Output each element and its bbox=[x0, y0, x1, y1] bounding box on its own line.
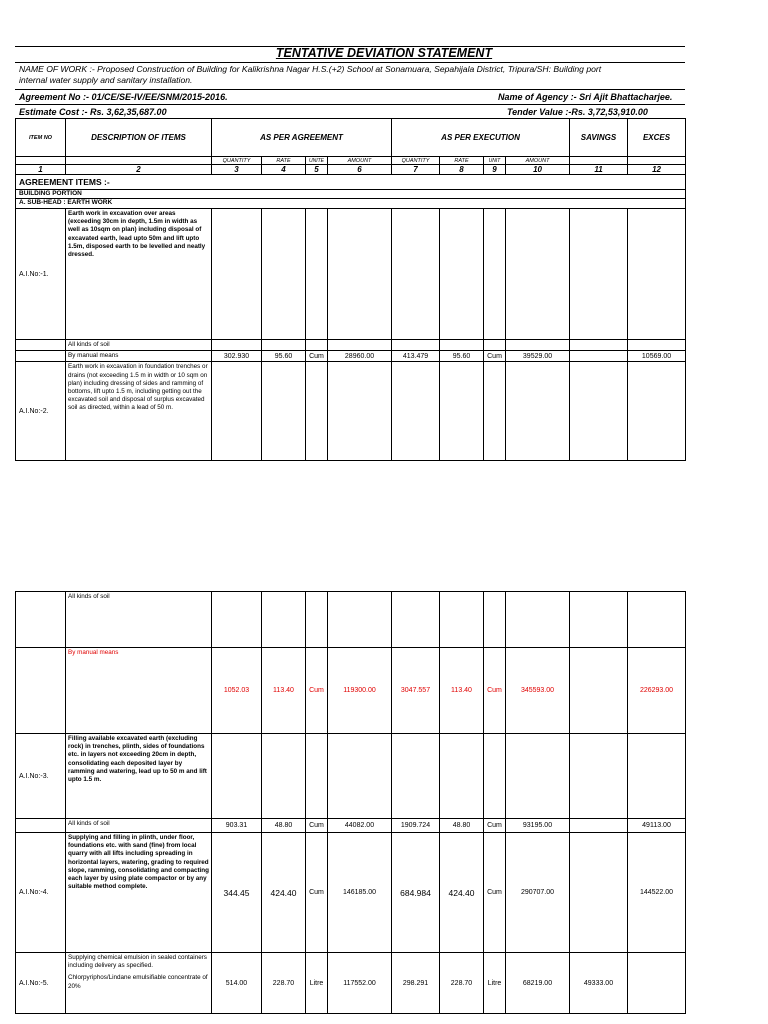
col-description: DESCRIPTION OF ITEMS bbox=[66, 119, 212, 157]
value-cell: 424.40 bbox=[440, 833, 484, 953]
value-cell: 3047.557 bbox=[392, 648, 440, 734]
subcol-rate-e: RATE bbox=[440, 157, 484, 165]
col-exces: EXCES bbox=[628, 119, 686, 157]
value-cell: Cum bbox=[484, 819, 506, 833]
col-number: 6 bbox=[328, 165, 392, 175]
value-cell: Cum bbox=[306, 833, 328, 953]
col-number: 12 bbox=[628, 165, 686, 175]
item-description: Supplying and filling in plinth, under floor, foundations etc. with sand (fine) from local quarry with all lifts including spreading in horizontal layers, watering, grading to required slope, ramming, consolidating and compacting each layer by using plate compactor or by any suitable method complete. bbox=[66, 833, 212, 953]
value-cell: Cum bbox=[306, 351, 328, 362]
col-item-no: ITEM NO bbox=[16, 119, 66, 157]
estimate-cost: Estimate Cost :- Rs. 3,62,35,687.00 bbox=[19, 107, 167, 117]
subcol-quantity-a: QUANTITY bbox=[212, 157, 262, 165]
item-description: Earth work in excavation in foundation trenches or drains (not exceeding 1.5 m in width or 10 sqm on plan) including dressing of sides and ramming of bottoms, lift upto 1.5 m, including getting out the excavated soil and disposal of surplus excavated soil as directed, within a lead of 50 m. bbox=[66, 362, 212, 461]
title-rule bbox=[15, 62, 685, 63]
col-number: 8 bbox=[440, 165, 484, 175]
value-cell: 49113.00 bbox=[628, 819, 686, 833]
item-sub-description: By manual means bbox=[66, 648, 212, 734]
value-cell: 228.70 bbox=[262, 953, 306, 1014]
value-cell: 68219.00 bbox=[506, 953, 570, 1014]
deviation-table-page1 bbox=[15, 118, 686, 461]
value-cell: 44082.00 bbox=[328, 819, 392, 833]
value-cell: 413.479 bbox=[392, 351, 440, 362]
value-cell: Cum bbox=[484, 833, 506, 953]
subcol-unit-a: UNITE bbox=[306, 157, 328, 165]
agreement-rule bbox=[15, 104, 685, 105]
col-savings: SAVINGS bbox=[570, 119, 628, 157]
item-sub-description: All kinds of soil bbox=[66, 340, 212, 351]
value-cell: 93195.00 bbox=[506, 819, 570, 833]
value-cell: 290707.00 bbox=[506, 833, 570, 953]
agency-name: Name of Agency :- Sri Ajit Bhattacharjee. bbox=[498, 92, 673, 102]
item-description bbox=[66, 953, 212, 1014]
section-agreement-items: AGREEMENT ITEMS :- bbox=[16, 175, 686, 190]
value-cell: 302.930 bbox=[212, 351, 262, 362]
value-cell bbox=[570, 351, 628, 362]
value-cell: 345593.00 bbox=[506, 648, 570, 734]
value-cell: 344.45 bbox=[212, 833, 262, 953]
item-number: A.I.No:-2. bbox=[16, 362, 66, 461]
col-number: 9 bbox=[484, 165, 506, 175]
value-cell: 95.60 bbox=[440, 351, 484, 362]
value-cell: 144522.00 bbox=[628, 833, 686, 953]
col-number: 7 bbox=[392, 165, 440, 175]
value-cell: 119300.00 bbox=[328, 648, 392, 734]
value-cell: 39529.00 bbox=[506, 351, 570, 362]
value-cell: 226293.00 bbox=[628, 648, 686, 734]
value-cell: 298.291 bbox=[392, 953, 440, 1014]
value-cell bbox=[570, 648, 628, 734]
value-cell: Cum bbox=[484, 351, 506, 362]
value-cell: 113.40 bbox=[440, 648, 484, 734]
item-number: A.I.No:-4. bbox=[16, 833, 66, 953]
value-cell bbox=[628, 953, 686, 1014]
col-as-per-agreement: AS PER AGREEMENT bbox=[212, 119, 392, 157]
subcol-unit-e: UNIT bbox=[484, 157, 506, 165]
section-sub-head: A. SUB-HEAD : EARTH WORK bbox=[16, 199, 686, 209]
value-cell: 684.984 bbox=[392, 833, 440, 953]
col-number: 10 bbox=[506, 165, 570, 175]
section-building-portion: BUILDING PORTION bbox=[16, 190, 686, 199]
col-number: 11 bbox=[570, 165, 628, 175]
subcol-amount-a: AMOUNT bbox=[328, 157, 392, 165]
value-cell: 228.70 bbox=[440, 953, 484, 1014]
value-cell: Cum bbox=[484, 648, 506, 734]
value-cell: 514.00 bbox=[212, 953, 262, 1014]
page-title: TENTATIVE DEVIATION STATEMENT bbox=[275, 46, 493, 60]
value-cell bbox=[570, 819, 628, 833]
col-number: 1 bbox=[16, 165, 66, 175]
col-as-per-execution: AS PER EXECUTION bbox=[392, 119, 570, 157]
item-number: A.I.No:-1. bbox=[16, 209, 66, 340]
value-cell: 49333.00 bbox=[570, 953, 628, 1014]
item-description: Filling available excavated earth (excluding rock) in trenches, plinth, sides of foundations etc. in layers not exceeding 20cm in depth, consolidating each deposited layer by ramming and watering, lead up to 50 m and lift upto 1.5 m. bbox=[66, 734, 212, 819]
agreement-no: Agreement No :- 01/CE/SE-IV/EE/SNM/2015-2016. bbox=[19, 92, 228, 102]
col-number: 3 bbox=[212, 165, 262, 175]
item-number: A.I.No:-5. bbox=[16, 953, 66, 1014]
value-cell: Cum bbox=[306, 819, 328, 833]
value-cell: 48.80 bbox=[262, 819, 306, 833]
item-sub-description: All kinds of soil bbox=[66, 819, 212, 833]
item-description-line: Chlorpyriphos/Lindane emulsifiable concentrate of 20% bbox=[68, 974, 208, 990]
col-number: 2 bbox=[66, 165, 212, 175]
subcol-amount-e: AMOUNT bbox=[506, 157, 570, 165]
value-cell: 113.40 bbox=[262, 648, 306, 734]
value-cell: 48.80 bbox=[440, 819, 484, 833]
value-cell: Cum bbox=[306, 648, 328, 734]
item-description-line: Supplying chemical emulsion in sealed containers including delivery as specified. bbox=[68, 954, 207, 970]
col-number: 4 bbox=[262, 165, 306, 175]
subcol-rate-a: RATE bbox=[262, 157, 306, 165]
value-cell: Litre bbox=[306, 953, 328, 1014]
value-cell: 1909.724 bbox=[392, 819, 440, 833]
item-sub-description: All kinds of soil bbox=[66, 592, 212, 648]
subcol-quantity-e: QUANTITY bbox=[392, 157, 440, 165]
item-number: A.I.No:-3. bbox=[16, 734, 66, 819]
item-description: Earth work in excavation over areas (exceeding 30cm in depth, 1.5m in width as well as 10sqm on plan) including disposal of excavated earth, lead upto 50m and lift upto 1.5m, disposed earth to be levelled and neatly dressed. bbox=[66, 209, 212, 340]
deviation-table-page2 bbox=[15, 591, 686, 1014]
value-cell: 903.31 bbox=[212, 819, 262, 833]
value-cell: 28960.00 bbox=[328, 351, 392, 362]
value-cell: 117552.00 bbox=[328, 953, 392, 1014]
item-sub-description: By manual means bbox=[66, 351, 212, 362]
work-rule bbox=[15, 89, 685, 90]
value-cell: 146185.00 bbox=[328, 833, 392, 953]
value-cell: Litre bbox=[484, 953, 506, 1014]
value-cell: 424.40 bbox=[262, 833, 306, 953]
tender-value: Tender Value :-Rs. 3,72,53,910.00 bbox=[507, 107, 648, 117]
name-of-work: NAME OF WORK :- Proposed Construction of Building for Kalikrishna Nagar H.S.(+2) School at Sonamuara, Sepahijala District, Tripura/SH: Building port internal water supply and sanitary installation. bbox=[19, 64, 602, 85]
value-cell bbox=[570, 833, 628, 953]
value-cell: 1052.03 bbox=[212, 648, 262, 734]
value-cell: 95.60 bbox=[262, 351, 306, 362]
value-cell: 10569.00 bbox=[628, 351, 686, 362]
col-number: 5 bbox=[306, 165, 328, 175]
